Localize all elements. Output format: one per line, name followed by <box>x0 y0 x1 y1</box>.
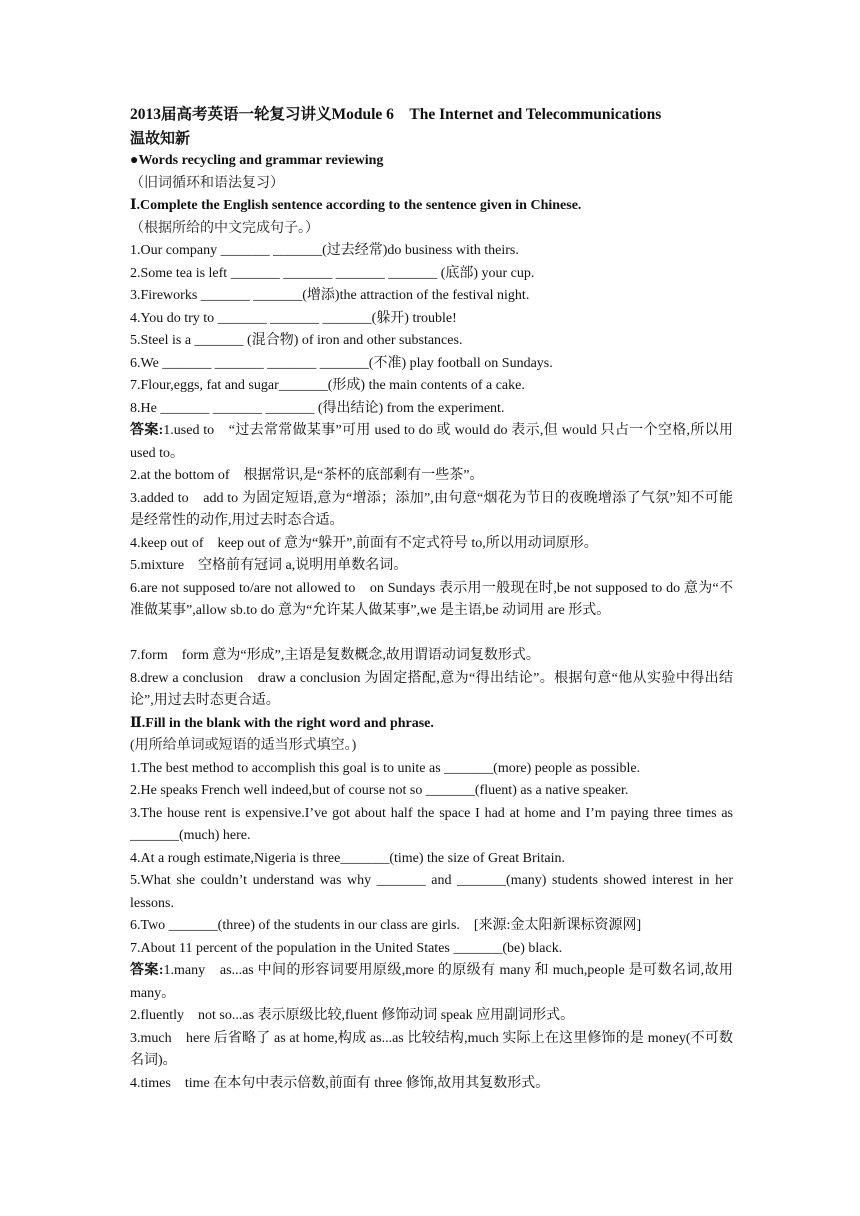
part1-answer: 3.added to add to 为固定短语,意为“增添；添加”,由句意“烟花为节日的夜晚增添了气氛”知不可能是经常性的动作,用过去时态合适。 <box>130 490 733 528</box>
document-title: 2013届高考英语一轮复习讲义Module 6 The Internet and Telecommunications <box>130 106 662 123</box>
part2-item: 1.The best method to accomplish this goal is to unite as _______(more) people as possible. <box>130 760 641 776</box>
document-page <box>130 102 733 1095</box>
answer-label: 答案: <box>130 963 164 978</box>
answer-label: 答案: <box>130 423 164 438</box>
answer-text: 1.used to “过去常常做某事”可用 used to do 或 would do 表示,但 would 只占一个空格,所以用 used to。 <box>130 423 733 461</box>
part2-answer: 2.fluently not so...as 表示原级比较,fluent 修饰动词 speak 应用副词形式。 <box>130 1008 575 1023</box>
part1-answer: 2.at the bottom of 根据常识,是“茶杯的底部剩有一些茶”。 <box>130 468 484 483</box>
answer-text: 1.many as...as 中间的形容词要用原级,more 的原级有 many 和 much,people 是可数名词,故用 many。 <box>130 963 733 1001</box>
part2-item: 7.About 11 percent of the population in the United States _______(be) black. <box>130 940 563 956</box>
part2-item: 4.At a rough estimate,Nigeria is three_______(time) the size of Great Britain. <box>130 850 566 866</box>
part2-heading-cn: (用所给单词或短语的适当形式填空。) <box>130 738 357 753</box>
section-heading: ●Words recycling and grammar reviewing <box>130 153 384 168</box>
part1-answer: 4.keep out of keep out of 意为“躲开”,前面有不定式符号 to,所以用动词原形。 <box>130 535 598 551</box>
blank-line <box>130 623 733 646</box>
part1-answer: 6.are not supposed to/are not allowed to on Sundays 表示用一般现在时,be not supposed to do 意为“不准做某事”,allow sb.to do 意为“允许某人做某事”,we 是主语,be 动词用 are 形式。 <box>130 580 733 618</box>
part2-heading: Ⅱ.Fill in the blank with the right word and phrase. <box>130 715 434 731</box>
part2-item: 2.He speaks French well indeed,but of course not so _______(fluent) as a native speaker. <box>130 783 629 798</box>
part1-item: 4.You do try to _______ _______ _______(躲开) trouble! <box>130 310 457 326</box>
part2-answer <box>130 960 733 1005</box>
part1-item: 8.He _______ _______ _______ (得出结论) from the experiment. <box>130 400 505 416</box>
part2-answer: 3.much here 后省略了 as at home,构成 as...as 比较结构,much 实际上在这里修饰的是 money(不可数名词)。 <box>130 1030 733 1068</box>
part1-heading: Ⅰ.Complete the English sentence according to the sentence given in Chinese. <box>130 198 582 213</box>
part1-item: 1.Our company _______ _______(过去经常)do business with theirs. <box>130 243 519 258</box>
part1-item: 6.We _______ _______ _______ _______(不准) play football on Sundays. <box>130 355 553 371</box>
part2-item: 5.What she couldn’t understand was why _______ and _______(many) students showed interest in her lessons. <box>130 873 733 911</box>
part1-item: 5.Steel is a _______ (混合物) of iron and other substances. <box>130 333 463 348</box>
part2-item: 3.The house rent is expensive.I’ve got about half the space I had at home and I’m paying three times as _______(much) here. <box>130 805 733 843</box>
part1-answer: 5.mixture 空格前有冠词 a,说明用单数名词。 <box>130 558 408 573</box>
document-subtitle: 温故知新 <box>130 131 191 147</box>
part1-heading-cn: （根据所给的中文完成句子。） <box>130 220 319 236</box>
part1-item: 2.Some tea is left _______ _______ _______ _______ (底部) your cup. <box>130 265 535 281</box>
part1-item: 3.Fireworks _______ _______(增添)the attraction of the festival night. <box>130 288 530 303</box>
part2-answer: 4.times time 在本句中表示倍数,前面有 three 修饰,故用其复数形式。 <box>130 1075 550 1091</box>
part1-item: 7.Flour,eggs, fat and sugar_______(形成) the main contents of a cake. <box>130 378 525 393</box>
part1-answer <box>130 420 733 465</box>
part2-item: 6.Two _______(three) of the students in our class are girls. [来源:金太阳新课标资源网] <box>130 918 642 933</box>
part1-answer: 7.form form 意为“形成”,主语是复数概念,故用谓语动词复数形式。 <box>130 648 540 663</box>
section-heading-cn: （旧词循环和语法复习） <box>130 175 284 191</box>
part1-answer: 8.drew a conclusion draw a conclusion 为固定搭配,意为“得出结论”。根据句意“他从实验中得出结论”,用过去时态更合适。 <box>130 670 733 708</box>
